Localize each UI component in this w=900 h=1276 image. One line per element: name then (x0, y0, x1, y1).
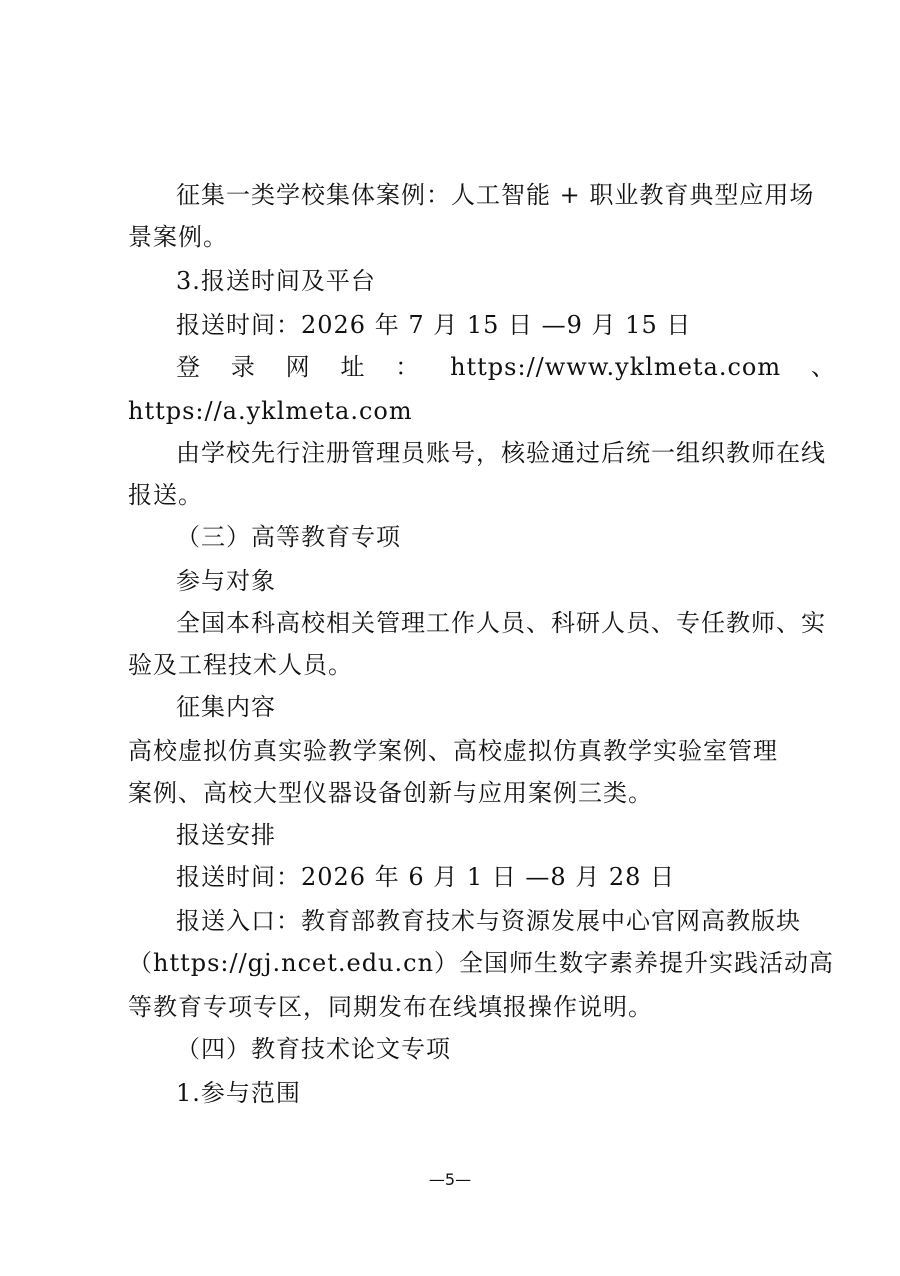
paragraph-line: 报送时间：2026 年 7 月 15 日 —9 月 15 日 (176, 311, 692, 339)
login-label-char: 登 (176, 353, 201, 381)
page-number: —5— (428, 1170, 472, 1189)
paragraph-line: 高校虚拟仿真实验教学案例、高校虚拟仿真教学实验室管理 (128, 737, 778, 765)
section-heading: （四）教育技术论文专项 (176, 1035, 451, 1063)
login-label-char: 网 (285, 353, 311, 381)
paragraph-line: 验及工程技术人员。 (128, 651, 353, 679)
paragraph-line: 报送。 (128, 481, 203, 509)
paragraph-line: https://a.yklmeta.com (128, 397, 413, 425)
login-label-char: 址 (340, 353, 366, 381)
paragraph-line: 案例、高校大型仪器设备创新与应用案例三类。 (128, 779, 653, 807)
paragraph-line: （https://gj.ncet.edu.cn）全国师生数字素养提升实践活动高 (128, 949, 835, 977)
section-heading: （三）高等教育专项 (176, 523, 401, 551)
paragraph-line: 报送时间：2026 年 6 月 1 日 —8 月 28 日 (176, 863, 676, 891)
paragraph-line: 全国本科高校相关管理工作人员、科研人员、专任教师、实 (176, 609, 826, 637)
subheading: 参与对象 (176, 567, 276, 595)
paragraph-line: 征集一类学校集体案例：人工智能 + 职业教育典型应用场 (176, 181, 815, 209)
subheading: 1.参与范围 (176, 1079, 301, 1107)
paragraph-line: 景案例。 (128, 223, 228, 251)
login-url: https://www.yklmeta.com (450, 353, 782, 381)
paragraph-line: 报送入口：教育部教育技术与资源发展中心官网高教版块 (176, 907, 801, 935)
paragraph-line: 由学校先行注册管理员账号，核验通过后统一组织教师在线 (176, 439, 826, 467)
paragraph-line: 等教育专项专区，同期发布在线填报操作说明。 (128, 993, 653, 1021)
login-label-char: 录 (230, 353, 256, 381)
login-label-char: ： (395, 353, 421, 381)
subheading: 征集内容 (176, 693, 276, 721)
login-address-line (176, 352, 836, 382)
subheading: 报送安排 (176, 821, 276, 849)
login-separator: 、 (810, 353, 836, 381)
section-heading: 3.报送时间及平台 (176, 267, 376, 295)
